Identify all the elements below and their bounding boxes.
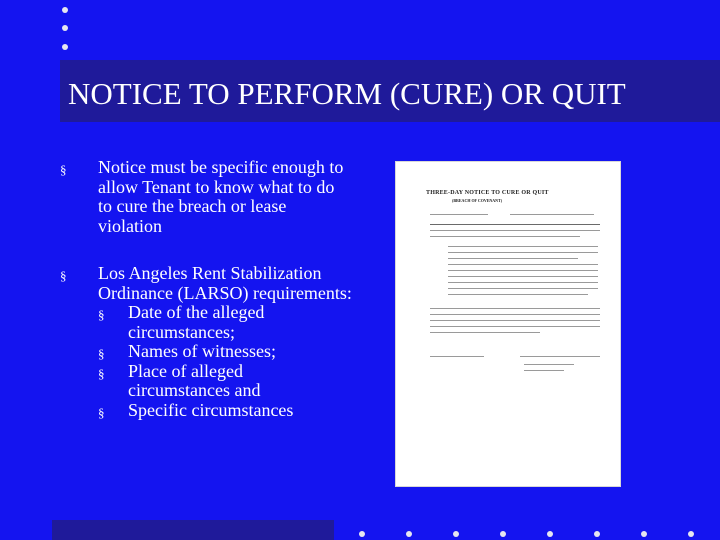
notice-document-image: [396, 162, 620, 486]
document-text-line: [448, 258, 578, 259]
document-title: THREE-DAY NOTICE TO CURE OR QUIT: [426, 190, 549, 196]
bullet-list: [60, 158, 360, 420]
document-text-line: [430, 332, 540, 333]
document-text-line: [448, 294, 588, 295]
decorative-dot: [594, 531, 600, 537]
bottom-bar: [52, 520, 334, 540]
document-text-line: [430, 236, 580, 237]
document-text-line: [448, 270, 598, 271]
sub-bullet-text: Names of witnesses;: [128, 341, 276, 361]
document-text-line: [430, 224, 600, 225]
decorative-dot: [62, 7, 68, 13]
document-subtitle: (BREACH OF COVENANT): [452, 198, 503, 203]
document-text-line: [510, 214, 594, 215]
bullet-marker: §: [60, 162, 67, 177]
sub-bullet-marker: §: [98, 365, 105, 381]
decorative-dot: [359, 531, 365, 537]
bullet-marker: §: [60, 268, 67, 283]
sub-bullet-marker: §: [98, 307, 105, 322]
sub-bullet-item: [98, 342, 360, 362]
document-text-line: [448, 246, 598, 247]
document-text-line: [448, 252, 598, 253]
decorative-dot: [453, 531, 459, 537]
document-text-line: [430, 230, 600, 231]
sub-bullet-text: Specific circumstances: [128, 399, 294, 420]
sub-bullet-marker: §: [98, 404, 105, 420]
decorative-dot: [62, 25, 68, 31]
sub-bullet-text: Date of the alleged circumstances;: [128, 302, 265, 342]
bullet-item: [60, 158, 360, 236]
document-text-line: [430, 326, 600, 327]
document-text-line: [430, 214, 488, 215]
document-text-line: [430, 314, 600, 315]
document-text-line: [448, 288, 598, 289]
decorative-dot: [688, 531, 694, 537]
decorative-dot: [62, 44, 68, 50]
sub-bullet-item: [98, 362, 360, 401]
document-text-line: [430, 320, 600, 321]
sub-bullet-item: [98, 303, 360, 342]
bullet-item: [60, 264, 360, 303]
document-signature-line: [430, 356, 484, 357]
bullet-text: Notice must be specific enough to allow Tenant to know what to do to cure the breach or lease violation: [98, 157, 344, 236]
decorative-dot: [547, 531, 553, 537]
document-text-line: [524, 364, 574, 365]
slide-title: NOTICE TO PERFORM (CURE) OR QUIT: [68, 76, 626, 111]
decorative-dot: [500, 531, 506, 537]
sub-bullet-marker: §: [98, 346, 105, 361]
document-text-line: [448, 282, 598, 283]
sub-bullet-item: [98, 401, 360, 421]
document-text-line: [430, 308, 600, 309]
bullet-text: Los Angeles Rent Stabilization Ordinance (LARSO) requirements:: [98, 263, 352, 303]
document-signature-line: [520, 356, 600, 357]
decorative-dot: [406, 531, 412, 537]
document-text-line: [524, 370, 564, 371]
decorative-dot: [641, 531, 647, 537]
document-text-line: [448, 276, 598, 277]
document-text-line: [448, 264, 598, 265]
sub-bullet-text: Place of alleged circumstances and: [128, 360, 261, 400]
